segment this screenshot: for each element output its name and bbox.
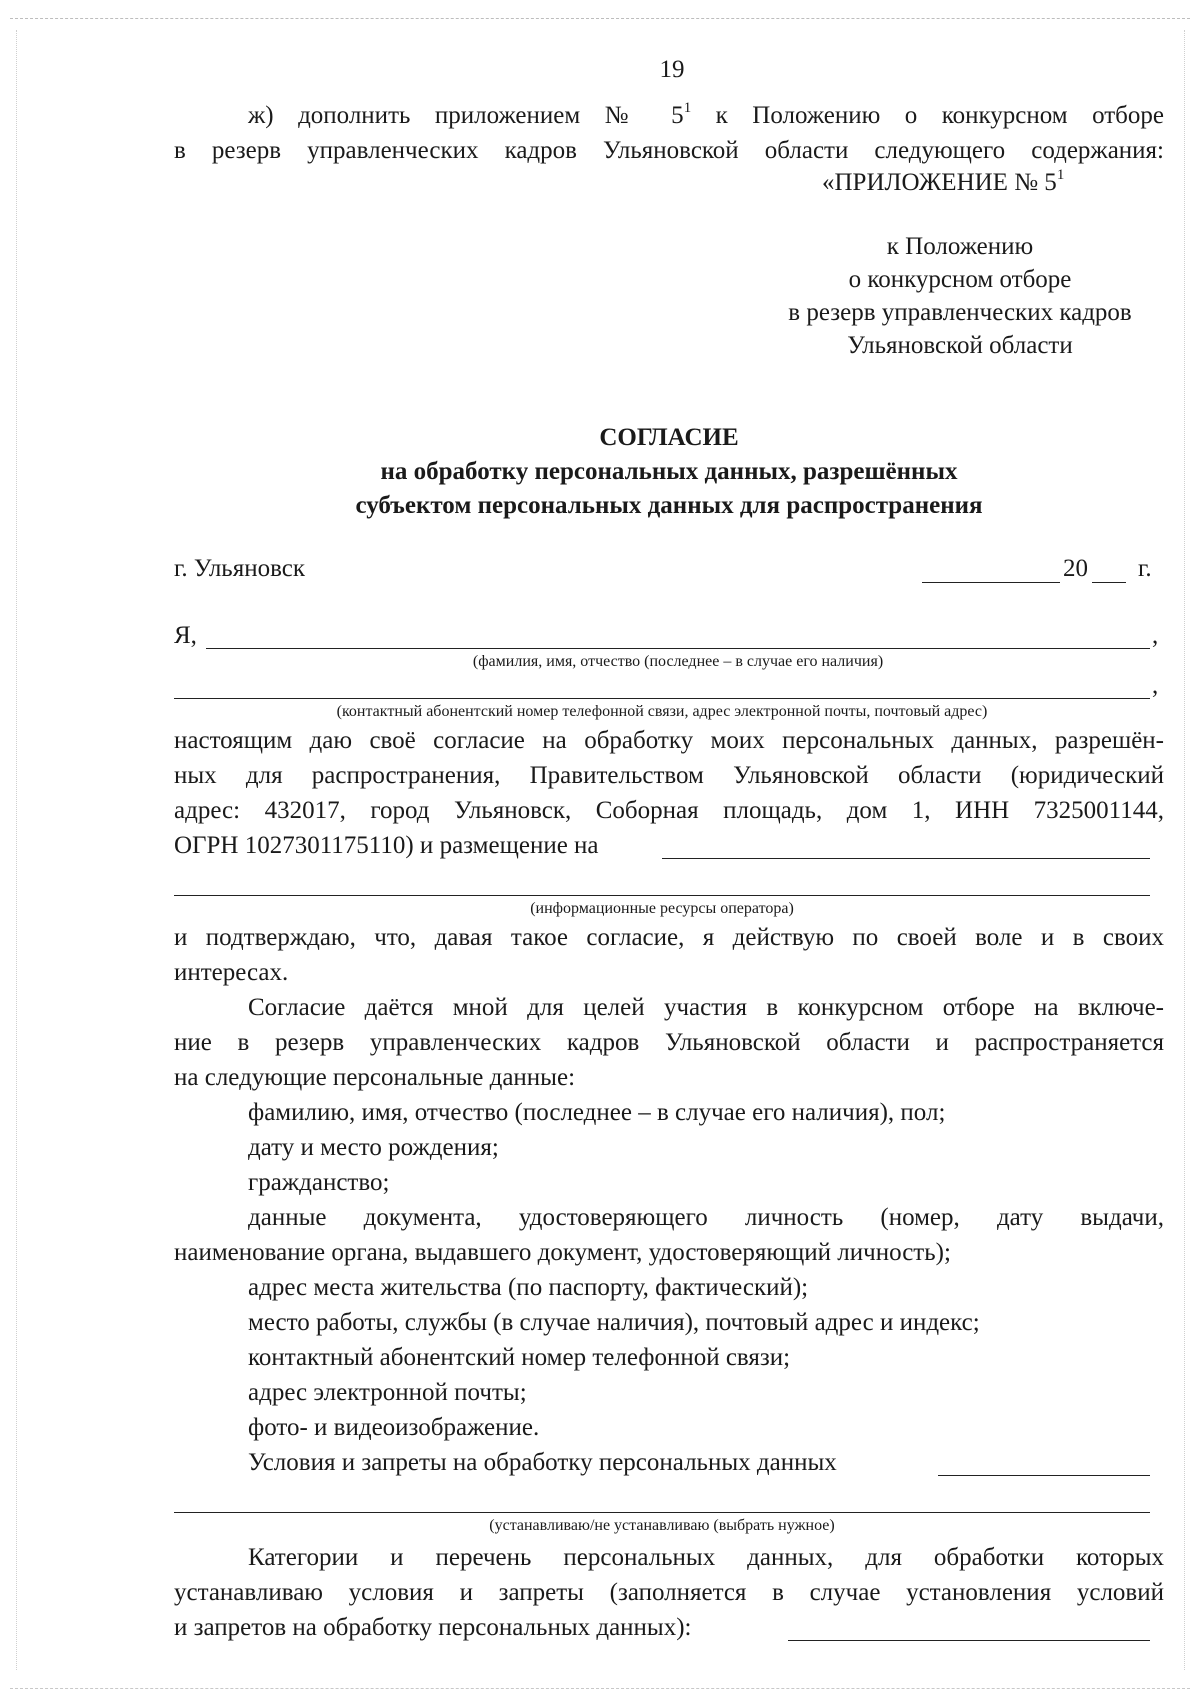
scan-border-left — [16, 30, 17, 1670]
consent-line-2: ных для распространения, Правительством Ульяновской области (юридический — [174, 762, 1164, 789]
comma-2: , — [1152, 672, 1159, 699]
placement-resource-field[interactable] — [662, 858, 1150, 859]
list-item: гражданство; — [248, 1169, 390, 1196]
will-line-1: и подтверждаю, что, давая такое согласие, я действую по своей воле и в своих — [174, 924, 1164, 951]
conditions-extra-field[interactable] — [174, 1512, 1150, 1513]
list-item: адрес места жительства (по паспорту, фактический); — [248, 1274, 809, 1301]
scan-border-top — [10, 18, 1190, 19]
caption-choose-option: (устанавливаю/не устанавливаю (выбрать нужное) — [489, 1517, 835, 1534]
comma-1: , — [1152, 622, 1159, 649]
caption-full-name: (фамилия, имя, отчество (последнее – в случае его наличия) — [472, 653, 884, 670]
operator-resources-field[interactable] — [174, 895, 1150, 896]
purpose-line-1: Согласие даётся мной для целей участия в конкурсном отборе на включе- — [248, 994, 1164, 1021]
document-title: СОГЛАСИЕ — [599, 424, 739, 451]
list-item: контактный абонентский номер телефонной связи; — [248, 1344, 791, 1371]
i-label: Я, — [174, 622, 197, 649]
document-subtitle-2: субъектом персональных данных для распространения — [355, 492, 983, 519]
caption-operator-resources: (информационные ресурсы оператора) — [530, 900, 794, 917]
intro-line-1: ж) дополнить приложением № $5^1$ к Положению о конкурсном отборе — [248, 100, 1164, 129]
categories-line-2: устанавливаю условия и запреты (заполняется в случае установления условий — [174, 1579, 1164, 1606]
appendix-ref-2: о конкурсном отборе — [848, 266, 1072, 293]
appendix-ref-4: Ульяновской области — [847, 332, 1073, 359]
year-prefix: 20 — [1063, 555, 1088, 582]
list-item: фото- и видеоизображение. — [248, 1414, 540, 1441]
scan-border-right — [1184, 30, 1185, 1670]
conditions-choice-field[interactable] — [938, 1475, 1150, 1476]
appendix-title: «ПРИЛОЖЕНИЕ № $5^1$ — [822, 167, 1065, 196]
consent-line-3: адрес: 432017, город Ульяновск, Соборная площадь, дом 1, ИНН 7325001144, — [174, 797, 1164, 824]
conditions-label: Условия и запреты на обработку персональных данных — [248, 1449, 837, 1476]
list-item: данные документа, удостоверяющего личность (номер, дату выдачи, — [248, 1204, 1164, 1231]
appendix-ref-1: к Положению — [886, 233, 1034, 260]
page-number: 19 — [659, 56, 685, 83]
city-label: г. Ульяновск — [174, 555, 305, 582]
full-name-field[interactable] — [206, 648, 1150, 649]
document-subtitle-1: на обработку персональных данных, разрешённых — [380, 458, 958, 485]
intro-line-2: в резерв управленческих кадров Ульяновской области следующего содержания: — [174, 137, 1164, 164]
categories-line-3: и запретов на обработку персональных данных): — [174, 1614, 692, 1641]
list-item: адрес электронной почты; — [248, 1379, 527, 1406]
list-item-continued: наименование органа, выдавшего документ, удостоверяющий личность); — [174, 1239, 951, 1266]
consent-line-4: ОГРН 1027301175110) и размещение на — [174, 832, 599, 859]
purpose-line-3: на следующие персональные данные: — [174, 1064, 576, 1091]
scan-border-bottom — [10, 1688, 1190, 1689]
consent-line-1: настоящим даю своё согласие на обработку моих персональных данных, разрешён- — [174, 727, 1164, 754]
list-item: дату и место рождения; — [248, 1134, 499, 1161]
year-field[interactable] — [1092, 582, 1126, 583]
list-item: фамилию, имя, отчество (последнее – в случае его наличия), пол; — [248, 1099, 946, 1126]
categories-field[interactable] — [788, 1640, 1150, 1641]
date-day-month-field[interactable] — [922, 582, 1060, 583]
will-line-2: интересах. — [174, 959, 289, 986]
list-item: место работы, службы (в случае наличия), почтовый адрес и индекс; — [248, 1309, 980, 1336]
year-suffix: г. — [1138, 555, 1152, 582]
contacts-field[interactable] — [174, 698, 1150, 699]
purpose-line-2: ние в резерв управленческих кадров Ульяновской области и распространяется — [174, 1029, 1164, 1056]
appendix-ref-3: в резерв управленческих кадров — [788, 299, 1132, 326]
caption-contacts: (контактный абонентский номер телефонной связи, адрес электронной почты, почтовый адрес) — [336, 703, 988, 720]
categories-line-1: Категории и перечень персональных данных, для обработки которых — [248, 1544, 1164, 1571]
